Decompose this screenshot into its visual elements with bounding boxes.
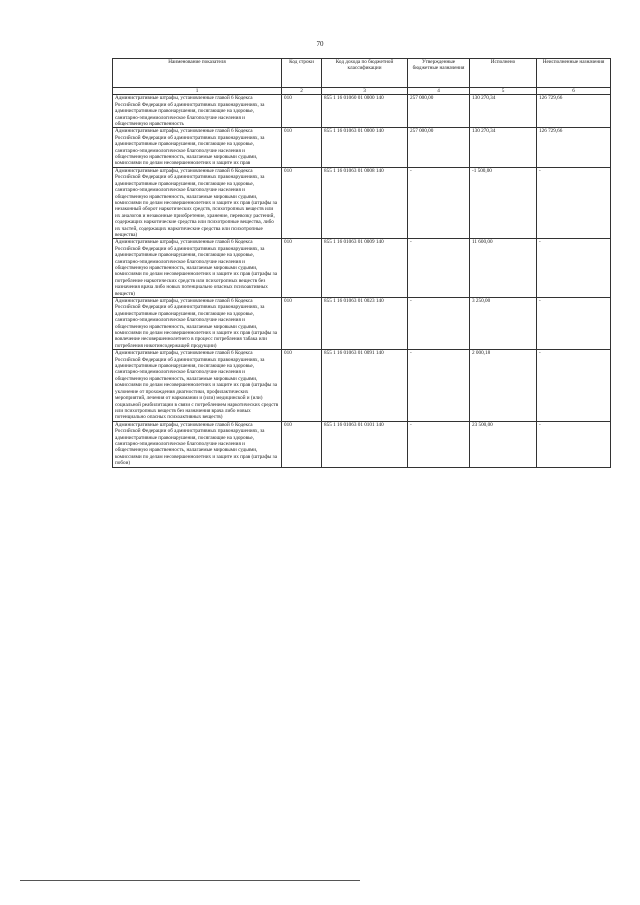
column-number: 2 <box>282 88 322 95</box>
indicator-name: Административные штрафы, установленные главой 6 Кодекса Российской Федерации об административных правонарушениях, за административные правонарушения, посягающие на здоровье, санитарно-эпидемиологическое благополучие населения и общественную нравственность, налагаемые мировыми судьями, комиссиями по делам несовершеннолетних и защите их прав (штрафы за вовлечение несовершеннолетнего в процесс потребления табака или потребления никотинсодержащей продукции) <box>113 298 282 350</box>
line-code: 010 <box>282 128 322 167</box>
column-number: 3 <box>322 88 408 95</box>
approved-amount: 257 000,00 <box>408 128 470 167</box>
indicator-name: Административные штрафы, установленные главой 6 Кодекса Российской Федерации об административных правонарушениях, за административные правонарушения, посягающие на здоровье, санитарно-эпидемиологическое благополучие населения и общественную нравственность, налагаемые мировыми судьями, комиссиями по делам несовершеннолетних и защите их прав <box>113 128 282 167</box>
income-code: 855 1 16 01063 01 0000 140 <box>322 128 408 167</box>
approved-amount: 257 000,00 <box>408 95 470 128</box>
header-line-code: Код строки <box>282 59 322 88</box>
income-code: 855 1 16 01063 01 0091 140 <box>322 350 408 421</box>
income-code: 855 1 16 01060 01 0000 140 <box>322 95 408 128</box>
indicator-name: Административные штрафы, установленные главой 6 Кодекса Российской Федерации об административных правонарушениях, за административные правонарушения, посягающие на здоровье, санитарно-эпидемиологическое благополучие населения и общественную нравственность, налагаемые мировыми судьями, комиссиями по делам несовершеннолетних и защите их прав (штрафы за побои) <box>113 421 282 467</box>
approved-amount: - <box>408 167 470 238</box>
executed-amount: -1 500,00 <box>470 167 537 238</box>
income-code: 855 1 16 01063 01 0009 140 <box>322 239 408 298</box>
column-number: 1 <box>113 88 282 95</box>
table-row <box>113 421 611 467</box>
income-code: 855 1 16 01063 01 0008 140 <box>322 167 408 238</box>
header-indicator-name: Наименование показателя <box>113 59 282 88</box>
line-code: 010 <box>282 95 322 128</box>
footer-divider <box>20 880 360 881</box>
indicator-name: Административные штрафы, установленные главой 6 Кодекса Российской Федерации об административных правонарушениях, за административные правонарушения, посягающие на здоровье, санитарно-эпидемиологическое благополучие населения и общественную нравственность <box>113 95 282 128</box>
line-code: 010 <box>282 350 322 421</box>
column-number: 5 <box>470 88 537 95</box>
budget-execution-table <box>112 58 611 468</box>
executed-amount: 130 270,34 <box>470 95 537 128</box>
line-code: 010 <box>282 421 322 467</box>
unexecuted-amount: - <box>537 421 611 467</box>
page-number: 70 <box>316 40 324 48</box>
unexecuted-amount: - <box>537 350 611 421</box>
header-income-code: Код дохода по бюджетной классификации <box>322 59 408 88</box>
unexecuted-amount: - <box>537 298 611 350</box>
line-code: 010 <box>282 298 322 350</box>
table-row <box>113 128 611 167</box>
line-code: 010 <box>282 239 322 298</box>
table-row <box>113 298 611 350</box>
table-row <box>113 239 611 298</box>
income-code: 855 1 16 01063 01 0023 140 <box>322 298 408 350</box>
header-executed: Исполнено <box>470 59 537 88</box>
indicator-name: Административные штрафы, установленные главой 6 Кодекса Российской Федерации об административных правонарушениях, за административные правонарушения, посягающие на здоровье, санитарно-эпидемиологическое благополучие населения и общественную нравственность, налагаемые мировыми судьями, комиссиями по делам несовершеннолетних и защите их прав (штрафы за уклонение от прохождения диагностики, профилактических мероприятий, лечения от наркомании и (или) медицинской и (или) социальной реабилитации в связи с потреблением наркотических средств или психотропных веществ без назначения врача либо новых потенциально опасных психоактивных веществ) <box>113 350 282 421</box>
executed-amount: 3 250,00 <box>470 298 537 350</box>
executed-amount: 2 000,18 <box>470 350 537 421</box>
executed-amount: 130 270,34 <box>470 128 537 167</box>
header-row <box>113 59 611 88</box>
column-number-row <box>113 88 611 95</box>
header-approved: Утвержденные бюджетные назначения <box>408 59 470 88</box>
approved-amount: - <box>408 239 470 298</box>
approved-amount: - <box>408 421 470 467</box>
executed-amount: 23 500,00 <box>470 421 537 467</box>
header-unexecuted: Неисполненные назначения <box>537 59 611 88</box>
unexecuted-amount: 126 729,66 <box>537 95 611 128</box>
approved-amount: - <box>408 350 470 421</box>
table-row <box>113 167 611 238</box>
table-row <box>113 350 611 421</box>
indicator-name: Административные штрафы, установленные главой 6 Кодекса Российской Федерации об административных правонарушениях, за административные правонарушения, посягающие на здоровье, санитарно-эпидемиологическое благополучие населения и общественную нравственность, налагаемые мировыми судьями, комиссиями по делам несовершеннолетних и защите их прав (штрафы за потребление наркотических средств или психотропных веществ без назначения врача либо новых потенциально опасных психоактивных веществ) <box>113 239 282 298</box>
table-row <box>113 95 611 128</box>
executed-amount: 11 600,00 <box>470 239 537 298</box>
unexecuted-amount: - <box>537 167 611 238</box>
approved-amount: - <box>408 298 470 350</box>
line-code: 010 <box>282 167 322 238</box>
unexecuted-amount: - <box>537 239 611 298</box>
income-code: 855 1 16 01063 01 0101 140 <box>322 421 408 467</box>
column-number: 4 <box>408 88 470 95</box>
unexecuted-amount: 126 729,66 <box>537 128 611 167</box>
indicator-name: Административные штрафы, установленные главой 6 Кодекса Российской Федерации об административных правонарушениях, за административные правонарушения, посягающие на здоровье, санитарно-эпидемиологическое благополучие населения и общественную нравственность, налагаемые мировыми судьями, комиссиями по делам несовершеннолетних и защите их прав (штрафы за незаконный оборот наркотических средств, психотропных веществ или их аналогов и незаконные приобретение, хранение, перевозку растений, содержащих наркотические средства или психотропные вещества, либо их частей, содержащих наркотические средства или психотропные вещества) <box>113 167 282 238</box>
column-number: 6 <box>537 88 611 95</box>
